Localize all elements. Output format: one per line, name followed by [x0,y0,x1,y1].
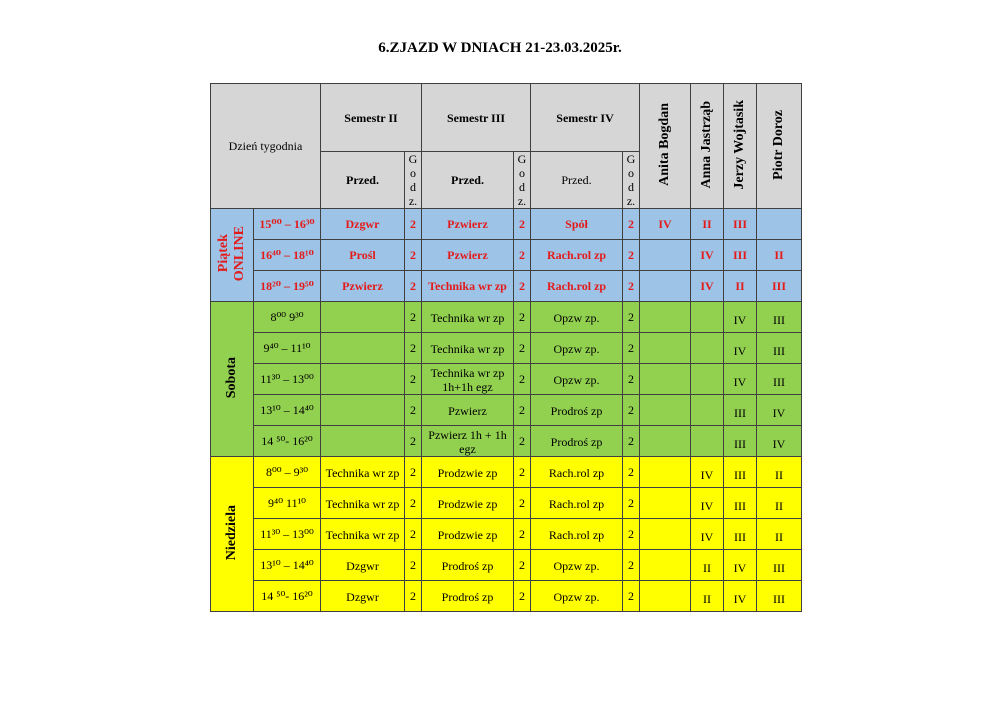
hours-cell-s2: 2 [405,426,422,457]
hours-cell-s3: 2 [514,209,531,240]
hours-cell-s2: 2 [405,488,422,519]
subject-cell-s2: Pzwierz [321,271,405,302]
teacher-cell-anita-bogdan [640,333,691,364]
teacher-cell-anna-jastrzab [691,302,724,333]
teacher-cell-jerzy-wojtasik: IV [724,364,757,395]
subject-cell-s2 [321,302,405,333]
teacher-cell-piotr-doroz: II [757,240,802,271]
subject-cell-s2: Technika wr zp [321,519,405,550]
hours-cell-s4: 2 [623,271,640,302]
subject-cell-s3: Prodzwie zp [422,457,514,488]
subject-cell-s2 [321,364,405,395]
hours-cell-s3: 2 [514,240,531,271]
hours-cell-s4: 2 [623,581,640,612]
hours-cell-s4: 2 [623,519,640,550]
hours-cell-s2: 2 [405,364,422,395]
hours-cell-s3: 2 [514,395,531,426]
teacher-cell-anita-bogdan [640,426,691,457]
subject-cell-s3: Pzwierz [422,395,514,426]
teacher-cell-piotr-doroz: IV [757,426,802,457]
teacher-cell-jerzy-wojtasik: IV [724,333,757,364]
teacher-cell-anna-jastrzab: IV [691,271,724,302]
hours-cell-s3: 2 [514,550,531,581]
hours-cell-s3: 2 [514,271,531,302]
teacher-cell-anna-jastrzab: IV [691,519,724,550]
hours-cell-s4: 2 [623,488,640,519]
teacher-cell-jerzy-wojtasik: IV [724,302,757,333]
day-label: Piątek ONLINE [211,209,254,302]
subject-cell-s4: Opzw zp. [531,333,623,364]
subject-cell-s4: Opzw zp. [531,550,623,581]
hours-cell-s3: 2 [514,426,531,457]
hours-cell-s4: 2 [623,426,640,457]
teacher-cell-anita-bogdan [640,519,691,550]
teacher-header-piotr-doroz: Piotr Doroz [757,84,802,209]
day-label: Niedziela [211,457,254,612]
schedule-row [211,519,802,550]
subject-header-s4: Przed. [531,152,623,209]
hours-cell-s2: 2 [405,333,422,364]
page-title: 6.ZJAZD W DNIACH 21-23.03.2025r. [378,40,622,56]
teacher-cell-piotr-doroz: III [757,333,802,364]
teacher-cell-jerzy-wojtasik: III [724,426,757,457]
time-cell: 14 ⁵⁰- 16²⁰ [254,581,321,612]
teacher-cell-anita-bogdan: IV [640,209,691,240]
schedule-row [211,240,802,271]
teacher-header-jerzy-wojtasik: Jerzy Wojtasik [724,84,757,209]
teacher-cell-anna-jastrzab [691,364,724,395]
teacher-cell-jerzy-wojtasik: IV [724,550,757,581]
time-cell: 16⁴⁰ – 18¹⁰ [254,240,321,271]
subject-cell-s2: Dzgwr [321,550,405,581]
subject-cell-s4: Opzw zp. [531,581,623,612]
time-cell: 18²⁰ – 19⁵⁰ [254,271,321,302]
hours-header-s2: G o d z. [405,152,422,209]
day-of-week-header: Dzień tygodnia [211,84,321,209]
semester-3-header: Semestr III [422,84,531,152]
subject-cell-s4: Rach.rol zp [531,488,623,519]
time-cell: 13¹⁰ – 14⁴⁰ [254,395,321,426]
teacher-cell-anita-bogdan [640,240,691,271]
schedule-row [211,581,802,612]
teacher-cell-piotr-doroz: III [757,271,802,302]
teacher-cell-anna-jastrzab: IV [691,240,724,271]
time-cell: 8⁰⁰ 9³⁰ [254,302,321,333]
subject-cell-s3: Technika wr zp [422,271,514,302]
hours-cell-s2: 2 [405,209,422,240]
teacher-cell-piotr-doroz: III [757,302,802,333]
teacher-cell-jerzy-wojtasik: III [724,457,757,488]
subject-cell-s3: Technika wr zp [422,333,514,364]
hours-cell-s4: 2 [623,209,640,240]
schedule-row [211,550,802,581]
teacher-header-anna-jastrzab: Anna Jastrząb [691,84,724,209]
subject-cell-s4: Rach.rol zp [531,271,623,302]
subject-cell-s4: Prodroś zp [531,426,623,457]
teacher-cell-jerzy-wojtasik: III [724,488,757,519]
hours-cell-s2: 2 [405,271,422,302]
hours-cell-s2: 2 [405,457,422,488]
subject-cell-s2: Dzgwr [321,581,405,612]
subject-cell-s4: Opzw zp. [531,302,623,333]
time-cell: 9⁴⁰ – 11¹⁰ [254,333,321,364]
teacher-cell-piotr-doroz: II [757,488,802,519]
teacher-cell-piotr-doroz: II [757,457,802,488]
teacher-cell-piotr-doroz: IV [757,395,802,426]
teacher-cell-anna-jastrzab: II [691,209,724,240]
hours-cell-s3: 2 [514,581,531,612]
teacher-cell-anna-jastrzab: IV [691,457,724,488]
teacher-cell-jerzy-wojtasik: III [724,519,757,550]
teacher-cell-anita-bogdan [640,271,691,302]
teacher-cell-anna-jastrzab: II [691,550,724,581]
subject-header-s2: Przed. [321,152,405,209]
semester-4-header: Semestr IV [531,84,640,152]
teacher-cell-piotr-doroz: III [757,581,802,612]
schedule-table [210,83,802,612]
hours-cell-s3: 2 [514,364,531,395]
day-label: Sobota [211,302,254,457]
subject-cell-s3: Technika wr zp 1h+1h egz [422,364,514,395]
teacher-cell-anita-bogdan [640,581,691,612]
hours-cell-s2: 2 [405,395,422,426]
teacher-cell-piotr-doroz: III [757,550,802,581]
teacher-cell-anna-jastrzab [691,426,724,457]
teacher-cell-jerzy-wojtasik: III [724,240,757,271]
hours-cell-s2: 2 [405,240,422,271]
subject-cell-s3: Pzwierz 1h + 1h egz [422,426,514,457]
semester-2-header: Semestr II [321,84,422,152]
hours-cell-s3: 2 [514,488,531,519]
teacher-header-anita-bogdan: Anita Bogdan [640,84,691,209]
teacher-cell-jerzy-wojtasik: III [724,209,757,240]
schedule-row [211,457,802,488]
teacher-cell-anita-bogdan [640,395,691,426]
hours-cell-s4: 2 [623,364,640,395]
teacher-cell-anna-jastrzab: II [691,581,724,612]
subject-cell-s4: Prodroś zp [531,395,623,426]
teacher-cell-anna-jastrzab [691,395,724,426]
hours-cell-s2: 2 [405,550,422,581]
subject-cell-s3: Prodzwie zp [422,488,514,519]
time-cell: 13¹⁰ – 14⁴⁰ [254,550,321,581]
subject-cell-s4: Rach.rol zp [531,519,623,550]
teacher-cell-piotr-doroz: II [757,519,802,550]
time-cell: 15⁰⁰ – 16³⁰ [254,209,321,240]
hours-cell-s4: 2 [623,240,640,271]
hours-cell-s3: 2 [514,333,531,364]
schedule-row [211,271,802,302]
hours-cell-s4: 2 [623,395,640,426]
teacher-cell-jerzy-wojtasik: III [724,395,757,426]
hours-cell-s4: 2 [623,457,640,488]
subject-cell-s3: Prodzwie zp [422,519,514,550]
teacher-cell-anita-bogdan [640,457,691,488]
time-cell: 11³⁰ – 13⁰⁰ [254,364,321,395]
subject-cell-s3: Pzwierz [422,209,514,240]
subject-cell-s3: Pzwierz [422,240,514,271]
teacher-cell-anna-jastrzab: IV [691,488,724,519]
schedule-row [211,302,802,333]
teacher-cell-anita-bogdan [640,488,691,519]
schedule-row [211,364,802,395]
hours-cell-s4: 2 [623,302,640,333]
subject-cell-s4: Spół [531,209,623,240]
subject-cell-s4: Opzw zp. [531,364,623,395]
hours-header-s3: G o d z. [514,152,531,209]
hours-cell-s3: 2 [514,519,531,550]
schedule-row [211,426,802,457]
schedule-row [211,488,802,519]
teacher-cell-anita-bogdan [640,302,691,333]
hours-header-s4: G o d z. [623,152,640,209]
time-cell: 14 ⁵⁰- 16²⁰ [254,426,321,457]
schedule-row [211,333,802,364]
subject-cell-s2: Technika wr zp [321,457,405,488]
hours-cell-s2: 2 [405,302,422,333]
subject-cell-s2 [321,395,405,426]
teacher-cell-jerzy-wojtasik: II [724,271,757,302]
subject-cell-s2 [321,426,405,457]
time-cell: 8⁰⁰ – 9³⁰ [254,457,321,488]
hours-cell-s3: 2 [514,302,531,333]
subject-cell-s2: Technika wr zp [321,488,405,519]
time-cell: 11³⁰ – 13⁰⁰ [254,519,321,550]
teacher-cell-piotr-doroz: III [757,364,802,395]
teacher-cell-piotr-doroz [757,209,802,240]
schedule-row [211,209,802,240]
subject-cell-s4: Rach.rol zp [531,457,623,488]
hours-cell-s2: 2 [405,581,422,612]
teacher-cell-anna-jastrzab [691,333,724,364]
hours-cell-s4: 2 [623,333,640,364]
subject-cell-s2: Dzgwr [321,209,405,240]
teacher-cell-jerzy-wojtasik: IV [724,581,757,612]
hours-cell-s4: 2 [623,550,640,581]
subject-cell-s2 [321,333,405,364]
schedule-row [211,395,802,426]
hours-cell-s2: 2 [405,519,422,550]
teacher-cell-anita-bogdan [640,364,691,395]
teacher-cell-anita-bogdan [640,550,691,581]
subject-header-s3: Przed. [422,152,514,209]
subject-cell-s4: Rach.rol zp [531,240,623,271]
subject-cell-s3: Prodroś zp [422,581,514,612]
subject-cell-s3: Prodroś zp [422,550,514,581]
time-cell: 9⁴⁰ 11¹⁰ [254,488,321,519]
hours-cell-s3: 2 [514,457,531,488]
subject-cell-s3: Technika wr zp [422,302,514,333]
subject-cell-s2: Prośl [321,240,405,271]
